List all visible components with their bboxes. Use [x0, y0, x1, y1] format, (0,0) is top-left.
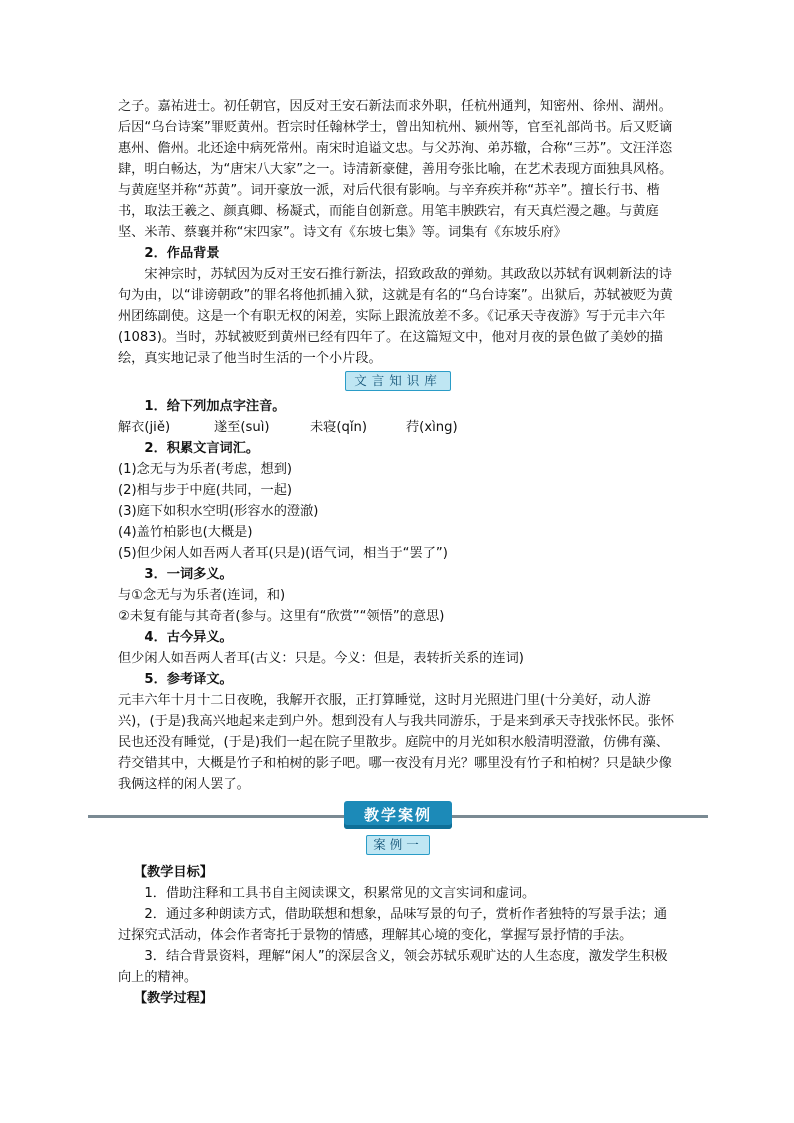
vocab-item: (1)念无与为乐者(考虑，想到)	[118, 462, 293, 477]
translation-heading: 5．参考译文。	[144, 672, 233, 687]
vocab-item: (2)相与步于中庭(共同，一起)	[118, 483, 293, 498]
vocab-item: (4)盖竹柏影也(大概是)	[118, 525, 253, 540]
polysemy-item: 与①念无与为乐者(连词，和)	[118, 588, 286, 603]
background-paragraph: 宋神宗时，苏轼因为反对王安石推行新法，招致政敌的弹劾。其政敌以苏轼有讽刺新法的诗句为由，以“诽谤朝政”的罪名将他抓捕入狱，这就是有名的“乌台诗案”。出狱后，苏轼被贬为黄州团练副使。这是一个有职无权的闲差，实际上跟流放差不多。《记承天寺夜游》写于元丰六年(1083)。当时，苏轼被贬到黄州已经有四年了。在这篇短文中，他对月夜的景色做了美妙的描绘，真实地记录了他当时生活的一个小片段。	[118, 267, 673, 366]
vocab-heading: 2．积累文言词汇。	[144, 441, 260, 456]
ancient-modern-heading: 4．古今异义。	[144, 630, 233, 645]
section-title: 教学案例	[344, 801, 452, 829]
vocab-item: (3)庭下如积水空明(形容水的澄澈)	[118, 504, 319, 519]
process-heading: 【教学过程】	[133, 991, 213, 1006]
knowledge-banner-wrap	[118, 371, 678, 392]
section-divider	[88, 801, 708, 831]
vocab-item: (5)但少闲人如吾两人者耳(只是)(语气词，相当于“罢了”)	[118, 546, 448, 561]
zhuyin-heading: 1．给下列加点字注音。	[144, 399, 286, 414]
goal-item: 1．借助注释和工具书自主阅读课文，积累常见的文言实词和虚词。	[144, 886, 536, 901]
goals-heading: 【教学目标】	[133, 865, 213, 880]
case-tag-wrap	[118, 835, 678, 856]
translation-paragraph: 元丰六年十月十二日夜晚，我解开衣服，正打算睡觉，这时月光照进门里(十分美好，动人游兴)，(于是)我高兴地起来走到户外。想到没有人与我共同游乐，于是来到承天寺找张怀民。张怀民也还没有睡觉，(于是)我们一起在院子里散步。庭院中的月光如积水般清明澄澈，仿佛有藻、荇交错其中，大概是竹子和柏树的影子吧。哪一夜没有月光？哪里没有竹子和柏树？只是缺少像我俩这样的闲人罢了。	[118, 693, 675, 792]
content-area	[118, 96, 678, 1009]
case-tag: 案例一	[366, 835, 430, 855]
zhuyin-item: 未寝(qǐn)	[310, 420, 368, 435]
goal-item: 2．通过多种朗读方式，借助联想和想象，品味写景的句子，赏析作者独特的写景手法；通过探究式活动，体会作者寄托于景物的情感，理解其心境的变化，掌握写景抒情的手法。	[118, 907, 668, 943]
zhuyin-list	[118, 417, 678, 438]
zhuyin-item: 解衣(jiě)	[118, 420, 171, 435]
knowledge-banner: 文言知识库	[345, 371, 451, 391]
polysemy-item: ②未复有能与其奇者(参与。这里有“欣赏”“领悟”的意思)	[118, 609, 445, 624]
author-intro-paragraph: 之子。嘉祐进士。初任朝官，因反对王安石新法而求外职，任杭州通判，知密州、徐州、湖州。后因“乌台诗案”罪贬黄州。哲宗时任翰林学士，曾出知杭州、颍州等，官至礼部尚书。后又贬谪惠州、儋州。北还途中病死常州。南宋时追谥文忠。与父苏洵、弟苏辙，合称“三苏”。文汪洋恣肆，明白畅达，为“唐宋八大家”之一。诗清新豪健，善用夸张比喻，在艺术表现方面独具风格。与黄庭坚并称“苏黄”。词开豪放一派，对后代很有影响。与辛弃疾并称“苏辛”。擅长行书、楷书，取法王羲之、颜真卿、杨凝式，而能自创新意。用笔丰腴跌宕，有天真烂漫之趣。与黄庭坚、米芾、蔡襄并称“宋四家”。诗文有《东坡七集》等。词集有《东坡乐府》	[118, 99, 673, 240]
polysemy-heading: 3．一词多义。	[144, 567, 233, 582]
ancient-modern-item: 但少闲人如吾两人者耳(古义：只是。今义：但是，表转折关系的连词)	[118, 651, 524, 666]
zhuyin-item: 遂至(suì)	[214, 420, 270, 435]
background-heading: 2．作品背景	[144, 246, 220, 261]
zhuyin-item: 荇(xìng)	[406, 420, 458, 435]
goal-item: 3．结合背景资料，理解“闲人”的深层含义，领会苏轼乐观旷达的人生态度，激发学生积极向上的精神。	[118, 949, 668, 985]
